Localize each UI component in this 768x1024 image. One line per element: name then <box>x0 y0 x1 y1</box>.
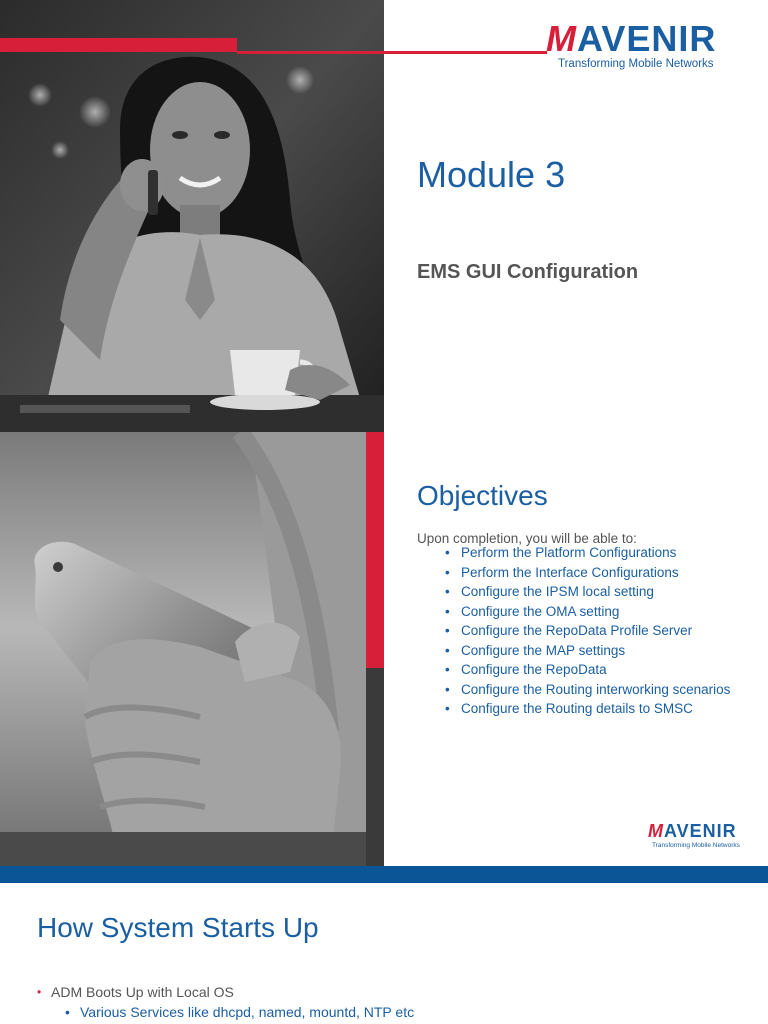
objectives-list <box>445 545 745 721</box>
logo-tagline: Transforming Mobile Networks <box>652 842 740 849</box>
startup-title: How System Starts Up <box>37 912 319 943</box>
bullet-icon: • <box>37 985 42 999</box>
red-accent-bar <box>0 38 237 52</box>
bullet-icon: • <box>445 584 450 599</box>
logo-wordmark: MAVENIR <box>546 18 717 59</box>
bullet-icon: • <box>445 701 450 716</box>
blue-header-bar <box>0 866 768 883</box>
bullet-icon: • <box>65 1004 70 1020</box>
bullet-icon: • <box>445 603 450 619</box>
list-item: • Configure the MAP settings <box>445 642 626 658</box>
mavenir-logo <box>546 18 736 78</box>
bullet-icon: • <box>445 642 450 658</box>
list-item: • Configure the OMA setting <box>445 603 620 619</box>
list-item: • Configure the RepoData <box>445 662 607 677</box>
bullet-icon: • <box>445 623 450 638</box>
red-accent-bar <box>366 432 384 668</box>
startup-list <box>37 982 414 1022</box>
list-item: • Perform the Platform Configurations <box>445 545 677 560</box>
list-item: • ADM Boots Up with Local OS <box>37 984 234 1000</box>
list-item: • Configure the IPSM local setting <box>445 584 654 599</box>
logo-tagline: Transforming Mobile Networks <box>558 58 714 70</box>
list-item: • Configure the RepoData Profile Server <box>445 623 693 638</box>
slide-system-startup <box>0 866 768 1024</box>
logo-wordmark: MAVENIR <box>648 821 737 841</box>
list-item: • Various Services like dhcpd, named, mountd, NTP etc <box>65 1004 415 1020</box>
slide-objectives <box>0 432 768 866</box>
bullet-icon: • <box>445 545 450 560</box>
module-title: Module 3 <box>417 154 566 195</box>
red-accent-line <box>237 51 547 54</box>
mavenir-logo-small <box>648 821 744 855</box>
bullet-icon: • <box>445 564 450 580</box>
bullet-icon: • <box>445 662 450 677</box>
grey-accent-bar <box>366 668 384 866</box>
list-item: • Configure the Routing interworking scenarios <box>445 681 731 697</box>
hands-holding-smartphone-photo <box>0 432 366 866</box>
bullet-icon: • <box>445 681 450 697</box>
objectives-title: Objectives <box>417 480 548 511</box>
objectives-intro: Upon completion, you will be able to: <box>417 531 637 546</box>
module-subtitle: EMS GUI Configuration <box>417 261 639 283</box>
list-item: • Perform the Interface Configurations <box>445 564 679 580</box>
list-item: • Configure the Routing details to SMSC <box>445 701 693 716</box>
slide-module-3 <box>0 0 768 432</box>
woman-on-phone-photo <box>0 0 384 432</box>
